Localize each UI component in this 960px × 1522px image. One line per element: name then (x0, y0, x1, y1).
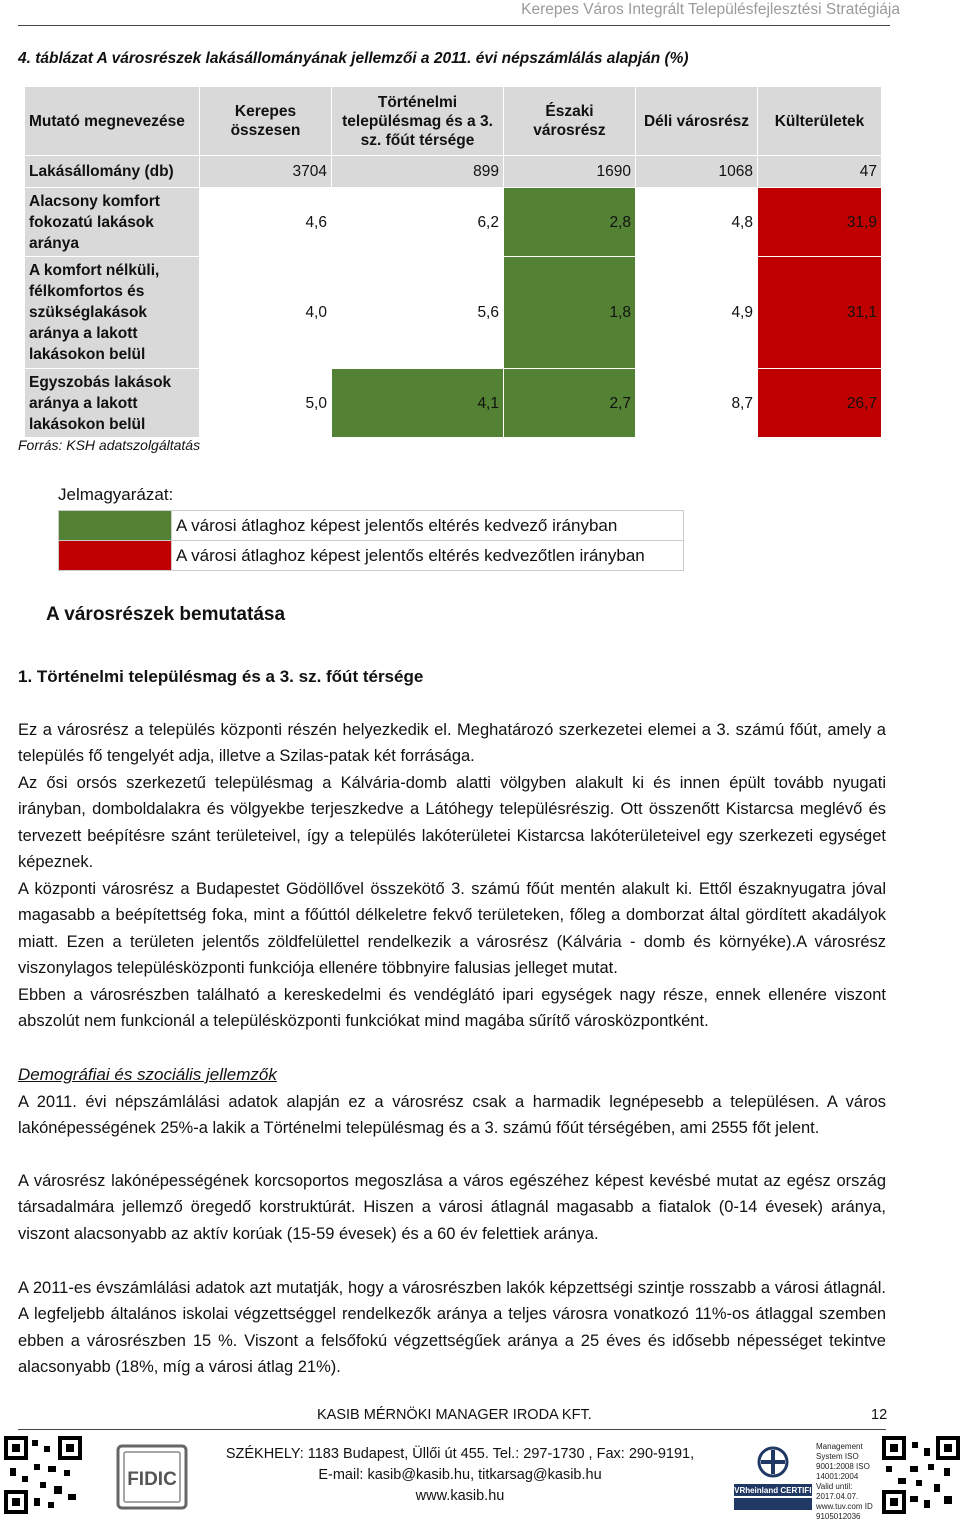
document-title: Kerepes Város Integrált Településfejlesztési Stratégiája (521, 1, 900, 18)
paragraph: A központi városrész a Budapestet Gödöllővel összekötő 3. számú főút mentén alakult ki. Ettől északnyugatra jóval magasabb a beépítettség foka, mint a főúttól délkeletre fekvő területeken, főleg a domborzat által gördített akadályok miatt. Ezen a területen jelentős zöldfelülettel rendelkezik a városrész (Kálvária - domb és környéke).A városrész viszonylagos településközponti funkciója ellenére többnyire falusias jelleget mutat. (18, 880, 886, 978)
page-header (0, 0, 900, 24)
table-cell: 2,8 (504, 188, 636, 257)
tuv-certification-logo (723, 1440, 823, 1512)
table-cell: 3704 (200, 156, 332, 188)
table-source: Forrás: KSH adatszolgáltatás (18, 437, 201, 453)
certification-details: Management System ISO 9001:2008 ISO 14001:2004 Valid until: 2017.04.07. www.tuv.com ID 9105012036 (816, 1442, 873, 1521)
table-cell: 4,0 (200, 257, 332, 369)
paragraph: Ebben a városrészben található a kereskedelmi és vendéglátó ipari egységek nagy része, ennek ellenére viszont abszolút nem funkcionál a településközponti funkciókat mind magába sűrítő városközpontként. (18, 986, 886, 1031)
table-row (25, 369, 882, 438)
table-cell: 6,2 (332, 188, 504, 257)
page-number: 12 (871, 1407, 888, 1423)
company-name: KASIB MÉRNÖKI MANAGER IRODA KFT. (317, 1407, 592, 1423)
table-header-row (25, 87, 882, 156)
unfavorable-label: A városi átlaghoz képest jelentős eltérés kedvezőtlen irányban (172, 541, 684, 571)
legend-row (59, 511, 684, 541)
table-cell: 899 (332, 156, 504, 188)
paragraph: Az ősi orsós szerkezetű településmag a Kálvária-domb alatti völgyben alakult ki és innen épült tovább nyugati irányban, domboldalakra és völgyekbe terjeszkedve a Látóhegy településrészig. Ott összenőtt Kistarcsa meglévő és tervezett beépítésre szánt területeivel, így a település lakóterületei Kistarcsa lakóterületeivel egy szerkezeti egységet képeznek. (18, 774, 886, 872)
svg-text:FIDIC: FIDIC (127, 1469, 177, 1490)
qr-code-icon (882, 1436, 960, 1514)
column-header: Történelmi településmag és a 3. sz. főút térsége (332, 87, 504, 156)
table-cell: 4,8 (636, 188, 758, 257)
table-caption: 4. táblázat A városrészek lakásállományának jellemzői a 2011. évi népszámlálás alapján (%) (18, 50, 689, 67)
favorable-label: A városi átlaghoz képest jelentős eltérés kedvező irányban (172, 511, 684, 541)
paragraph: A 2011. évi népszámlálási adatok alapján ez a városrész csak a harmadik legnépesebb a településen. A város lakónépességének 25%-a lakik a Történelmi településmag és a 3. számú főút térségében, ami 2555 főt jelent. (18, 1093, 886, 1138)
unfavorable-swatch (59, 541, 172, 571)
table-row (25, 188, 882, 257)
table-cell: 5,0 (200, 369, 332, 438)
paragraph: A városrész lakónépességének korcsoportos megoszlása a város egészéhez képest kevésbé mutat az egész ország társadalmára jellemző öregedő korstruktúrát. Hiszen a városi átlagnál magasabb a fiatalok (0-14 évesek) aránya, viszont alacsonyabb az aktív korúak (15-59 évesek) és a 60 év felettiek aránya. (18, 1172, 886, 1243)
qr-code-icon (4, 1436, 82, 1514)
table-cell: 31,9 (758, 188, 882, 257)
company-address: SZÉKHELY: 1183 Budapest, Üllői út 455. Tel.: 297-1730 , Fax: 290-9191, (225, 1446, 695, 1462)
table-cell: 4,1 (332, 369, 504, 438)
company-email: E-mail: kasib@kasib.hu, titkarsag@kasib.hu (318, 1467, 602, 1483)
legend-row (59, 541, 684, 571)
column-header: Külterületek (758, 87, 882, 156)
table-row (25, 156, 882, 188)
table-cell: 4,6 (200, 188, 332, 257)
section-heading: A városrészek bemutatása (46, 604, 286, 625)
column-header: Mutató megnevezése (25, 87, 200, 156)
fidic-logo (112, 1442, 192, 1512)
demographic-heading: Demográfiai és szociális jellemzők (18, 1065, 277, 1084)
column-header: Déli városrész (636, 87, 758, 156)
company-website: www.kasib.hu (415, 1488, 505, 1504)
table-cell: 1,8 (504, 257, 636, 369)
legend-title: Jelmagyarázat: (58, 485, 174, 504)
footer-rule (18, 1429, 886, 1430)
table-cell: 1690 (504, 156, 636, 188)
table-cell: 8,7 (636, 369, 758, 438)
table-cell: 47 (758, 156, 882, 188)
housing-stats-table (24, 86, 882, 438)
column-header: Északi városrész (504, 87, 636, 156)
table-cell: 5,6 (332, 257, 504, 369)
header-rule (18, 25, 890, 26)
row-label: Alacsony komfort fokozatú lakások aránya (25, 188, 200, 257)
svg-text:TÜVRheinland CERTIFIED: TÜVRheinland CERTIFIED (723, 1486, 823, 1495)
row-label: A komfort nélküli, félkomfortos és szükséglakások aránya a lakott lakásokon belül (25, 257, 200, 369)
favorable-swatch (59, 511, 172, 541)
row-label: Egyszobás lakások aránya a lakott lakásokon belül (25, 369, 200, 438)
table-cell: 1068 (636, 156, 758, 188)
row-label: Lakásállomány (db) (25, 156, 200, 188)
column-header: Kerepes összesen (200, 87, 332, 156)
paragraph: Ez a városrész a település központi részén helyezkedik el. Meghatározó szerkezetei elemei a 3. számú főút, amely a település fő tengelyét adja, illetve a Szilas-patak két forrásága. (18, 721, 886, 766)
table-cell: 2,7 (504, 369, 636, 438)
table-row (25, 257, 882, 369)
subsection-heading: 1. Történelmi településmag és a 3. sz. főút térsége (18, 667, 424, 686)
legend (58, 510, 684, 571)
table-cell: 26,7 (758, 369, 882, 438)
table-cell: 31,1 (758, 257, 882, 369)
paragraph: A 2011-es évszámlálási adatok azt mutatják, hogy a városrészben lakók képzettségi szintje rosszabb a városi átlagnál. A legfeljebb általános iskolai végzettséggel rendelkezők aránya a teljes városra vonatkozó 11%-os átlaggal szemben ebben a városrészben 15 %. Viszont a felsőfokú végzettségűek aránya a 25 éves és idősebb népességet tekintve alacsonyabb (18%, míg a városi átlag 21%). (18, 1279, 886, 1377)
table-cell: 4,9 (636, 257, 758, 369)
